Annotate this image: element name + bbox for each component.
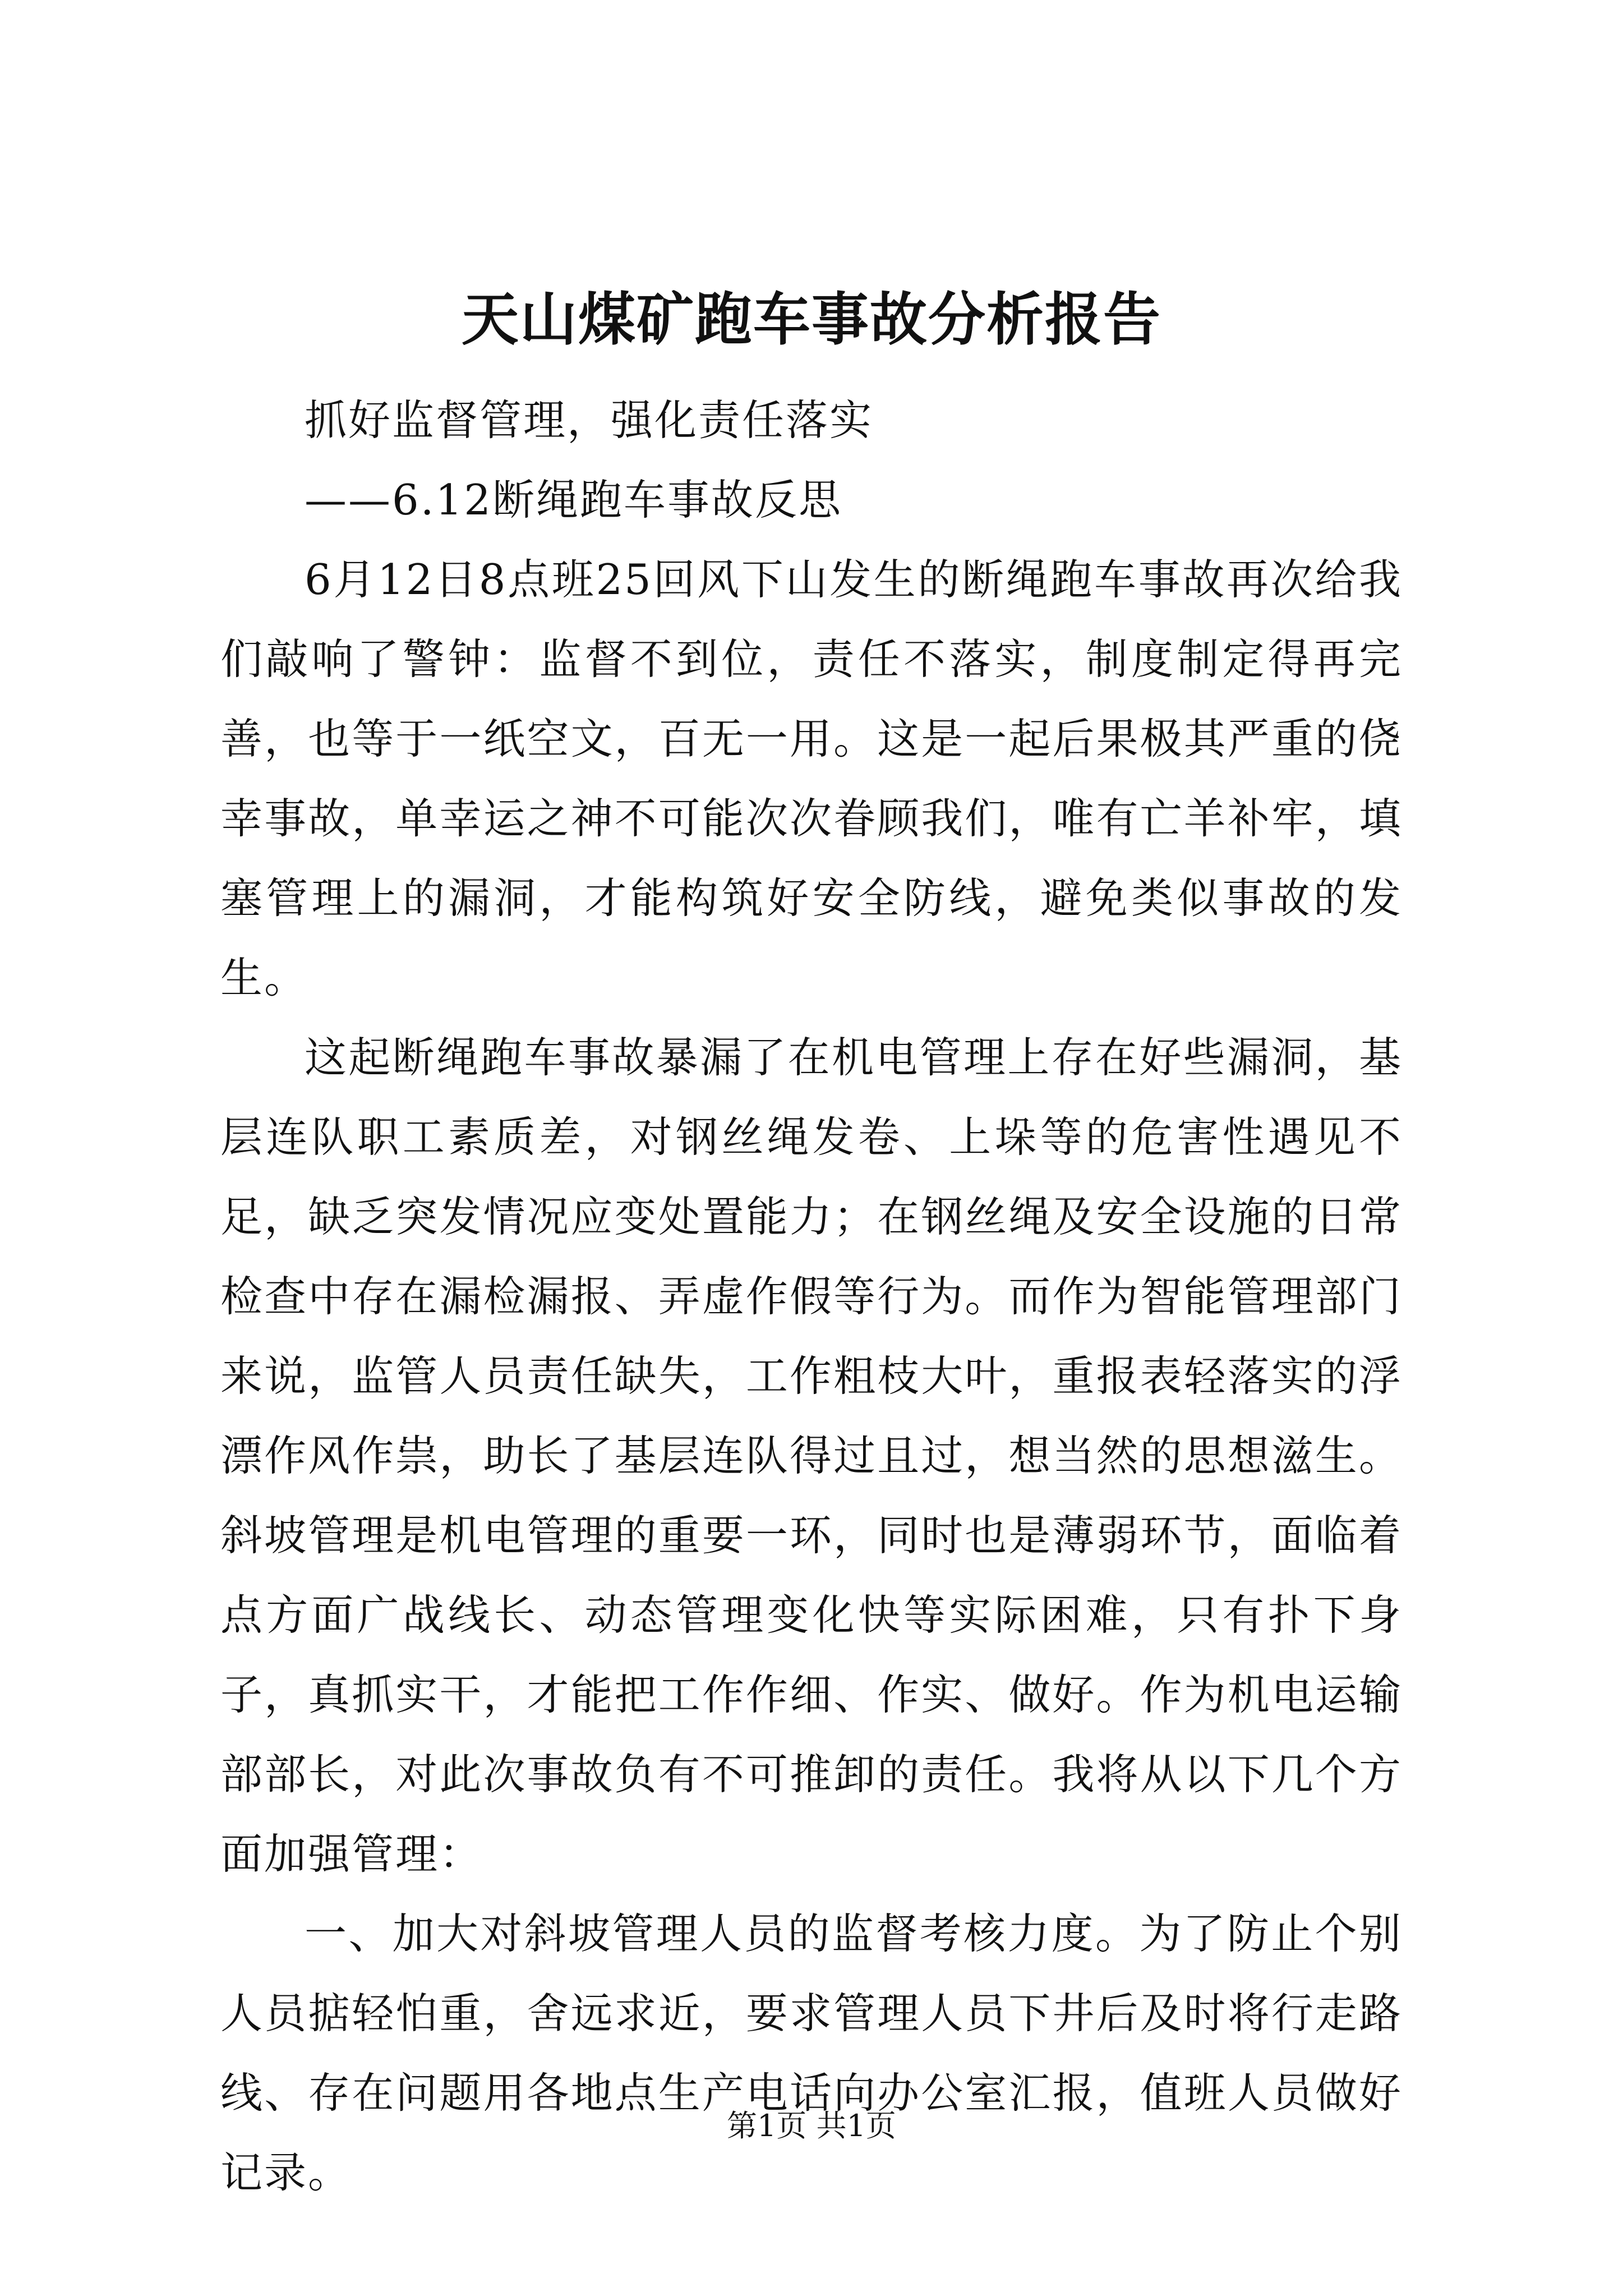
- body-paragraph: 一、加大对斜坡管理人员的监督考核力度。为了防止个别人员掂轻怕重，舍远求近，要求管理人员下井后及时将行走路线、存在问题用各地点生产电话向办公室汇报，值班人员做好记录。: [220, 1909, 1403, 2197]
- subtitle-paragraph: 抓好监督管理，强化责任落实: [305, 395, 874, 445]
- body-paragraph: 这起断绳跑车事故暴漏了在机电管理上存在好些漏洞，基层连队职工素质差，对钢丝绳发卷、上垛等的危害性遇见不足，缺乏突发情况应变处置能力；在钢丝绳及安全设施的日常检查中存在漏检漏报、弄虚作假等行为。而作为智能管理部门来说，监管人员责任缺失，工作粗枝大叶，重报表轻落实的浮漂作风作祟，助长了基层连队得过且过，想当然的思想滋生。斜坡管理是机电管理的重要一环，同时也是薄弱环节，面临着点方面广战线长、动态管理变化快等实际困难，只有扑下身子，真抓实干，才能把工作作细、作实、做好。作为机电运输部部长，对此次事故负有不可推卸的责任。我将从以下几个方面加强管理：: [220, 1033, 1403, 1879]
- subtitle-reflection: ——6.12断绳跑车事故反思: [305, 475, 842, 524]
- document-body: [220, 380, 1403, 2212]
- body-paragraph: 6月12日8点班25回风下山发生的断绳跑车事故再次给我们敲响了警钟：监督不到位，责任不落实，制度制定得再完善，也等于一纸空文，百无一用。这是一起后果极其严重的侥幸事故，单幸运之神不可能次次眷顾我们，唯有亡羊补牢，填塞管理上的漏洞，才能构筑好安全防线，避免类似事故的发生。: [220, 555, 1403, 1002]
- page-footer: 第1页 共1页: [727, 2108, 896, 2143]
- document-title: 天山煤矿跑车事故分析报告: [462, 286, 1161, 353]
